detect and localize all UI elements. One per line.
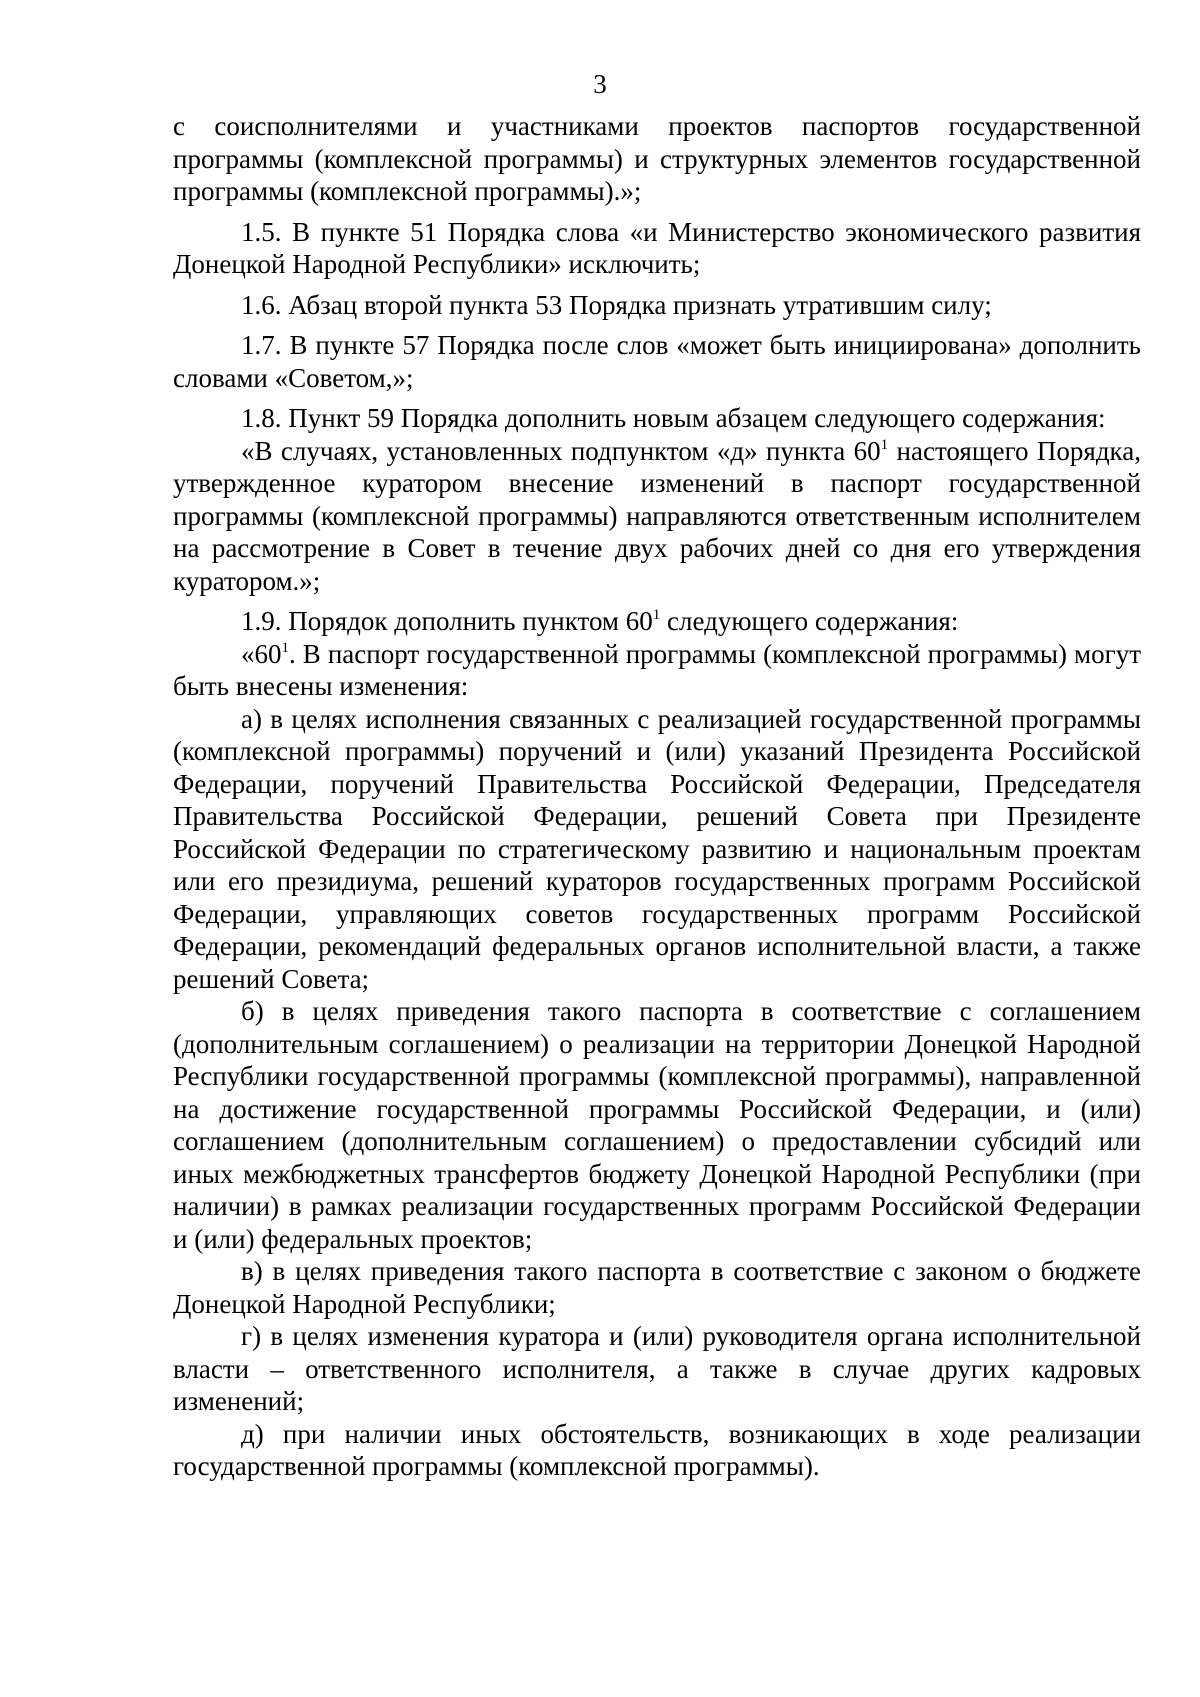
subitem-d: д) при наличии иных обстоятельств, возникающих в ходе реализации государственной программы (комплексной программы). xyxy=(173,1418,1141,1481)
paragraph-1-8-quote xyxy=(173,435,1141,598)
subitem-a: а) в целях исполнения связанных с реализацией государственной программы (комплексной программы) поручений и (или) указаний Президента Российской Федерации, поручений Правительства Российской Федерации, Председателя Правительства Российской Федерации, решений Совета при Президенте Российской Федерации по стратегическому развитию и национальным проектам или его президиума, решений кураторов государственных программ Российской Федерации, управляющих советов государственных программ Российской Федерации, рекомендаций федеральных органов исполнительной власти, а также решений Совета; xyxy=(173,703,1141,994)
text-part: 1.9. Порядок дополнить пунктом 60 xyxy=(241,606,653,636)
document-body xyxy=(173,110,1141,1483)
text-part: . В паспорт государственной программы (комплексной программы) могут быть внесены изменения: xyxy=(173,638,1141,701)
paragraph-1-6: 1.6. Абзац второй пункта 53 Порядка признать утратившим силу; xyxy=(241,289,992,320)
paragraph-1-7: 1.7. В пункте 57 Порядка после слов «может быть инициирована» дополнить словами «Советом,»; xyxy=(173,330,1141,393)
paragraph-continuation: с соисполнителями и участниками проектов паспортов государственной программы (комплексной программы) и структурных элементов государственной программы (комплексной программы).»; xyxy=(173,111,1141,206)
text-part: следующего содержания: xyxy=(660,606,959,636)
superscript: 1 xyxy=(281,639,289,656)
subitem-v: в) в целях приведения такого паспорта в соответствие с законом о бюджете Донецкой Народной Республики; xyxy=(173,1256,1141,1319)
subitem-b: б) в целях приведения такого паспорта в соответствие с соглашением (дополнительным соглашением) о реализации на территории Донецкой Народной Республики государственной программы (комплексной программы), направленной на достижение государственной программы Российской Федерации, и (или) соглашением (дополнительным соглашением) о предоставлении субсидий или иных межбюджетных трансфертов бюджету Донецкой Народной Республики (при наличии) в рамках реализации государственных программ Российской Федерации и (или) федеральных проектов; xyxy=(173,996,1141,1254)
paragraph-1-8: 1.8. Пункт 59 Порядка дополнить новым абзацем следующего содержания: xyxy=(241,403,1106,433)
paragraph-1-9 xyxy=(173,605,1141,638)
superscript: 1 xyxy=(652,607,661,623)
subitem-g: г) в целях изменения куратора и (или) руководителя органа исполнительной власти – ответственного исполнителя, а также в случае других кадровых изменений; xyxy=(173,1321,1141,1416)
paragraph-60-1 xyxy=(173,638,1141,703)
paragraph-1-5: 1.5. В пункте 51 Порядка слова «и Министерство экономического развития Донецкой Народной Республики» исключить; xyxy=(173,216,1141,279)
text-part: настоящего Порядка, утвержденное куратором внесение изменений в паспорт государственной программы (комплексной программы) направляются ответственным исполнителем на рассмотрение в Совет в течение двух рабочих дней со дня его утверждения куратором.»; xyxy=(173,435,1141,596)
text-part: «60 xyxy=(241,638,282,669)
superscript: 1 xyxy=(880,436,889,453)
text-part: «В случаях, установленных подпунктом «д» пункта 60 xyxy=(241,435,881,466)
page-number: 3 xyxy=(593,69,607,99)
